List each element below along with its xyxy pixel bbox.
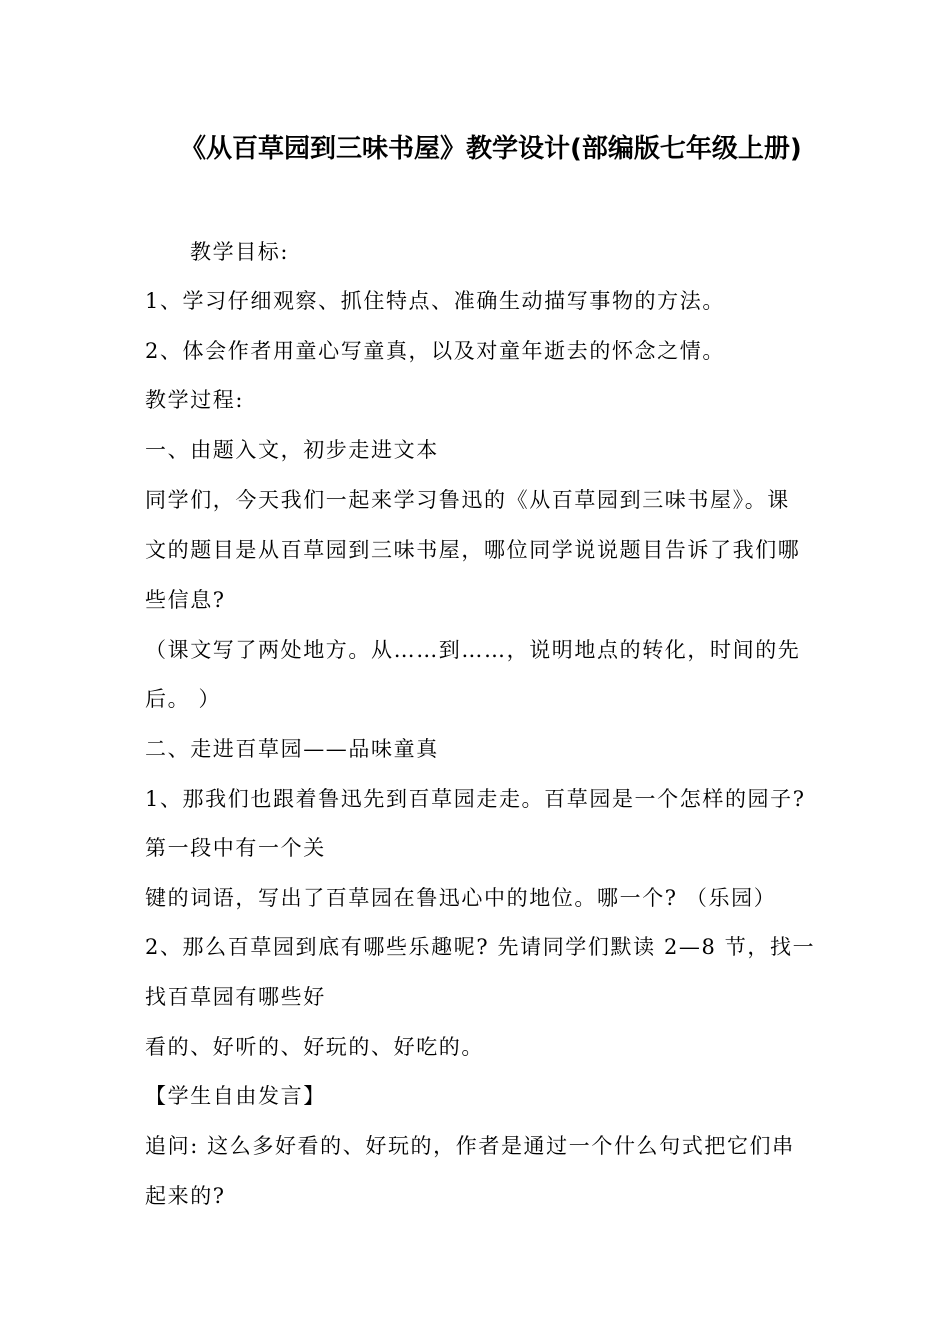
paragraph-line: 同学们，今天我们一起来学习鲁迅的《从百草园到三味书屋》。课 <box>145 488 790 512</box>
objective-2: 2、体会作者用童心写童真，以及对童年逝去的怀念之情。 <box>145 339 725 363</box>
paragraph-line: 2、那么百草园到底有哪些乐趣呢? 先请同学们默读 2—8 节，找一 <box>145 935 816 959</box>
part-1-heading: 一、由题入文，初步走进文本 <box>145 438 439 462</box>
paragraph-line: 第一段中有一个关 <box>145 836 326 860</box>
paragraph-line: 些信息? <box>145 588 226 612</box>
paragraph-line: 1、那我们也跟着鲁迅先到百草园走走。百草园是一个怎样的园子? <box>145 787 806 811</box>
paragraph-line: 找百草园有哪些好 <box>145 985 326 1009</box>
document-title: 《从百草园到三味书屋》教学设计(部编版七年级上册) <box>180 134 802 164</box>
paragraph-line: 后。 ） <box>145 687 222 711</box>
paragraph-line: 看的、好听的、好玩的、好吃的。 <box>145 1035 484 1059</box>
paragraph-line: 起来的? <box>145 1184 226 1208</box>
section-heading-objectives: 教学目标: <box>190 240 290 264</box>
paragraph-line: （课文写了两处地方。从……到……，说明地点的转化，时间的先 <box>145 638 801 662</box>
paragraph-line: 文的题目是从百草园到三味书屋，哪位同学说说题目告诉了我们哪 <box>145 538 801 562</box>
section-heading-process: 教学过程: <box>145 388 245 412</box>
paragraph-line: 追问: 这么多好看的、好玩的，作者是通过一个什么句式把它们串 <box>145 1134 795 1158</box>
paragraph-line: 键的词语，写出了百草园在鲁迅心中的地位。哪一个? （乐园） <box>145 886 777 910</box>
part-2-heading: 二、走进百草园——品味童真 <box>145 737 439 761</box>
objective-1: 1、学习仔细观察、抓住特点、准确生动描写事物的方法。 <box>145 289 725 313</box>
student-discussion-label: 【学生自由发言】 <box>145 1084 326 1108</box>
